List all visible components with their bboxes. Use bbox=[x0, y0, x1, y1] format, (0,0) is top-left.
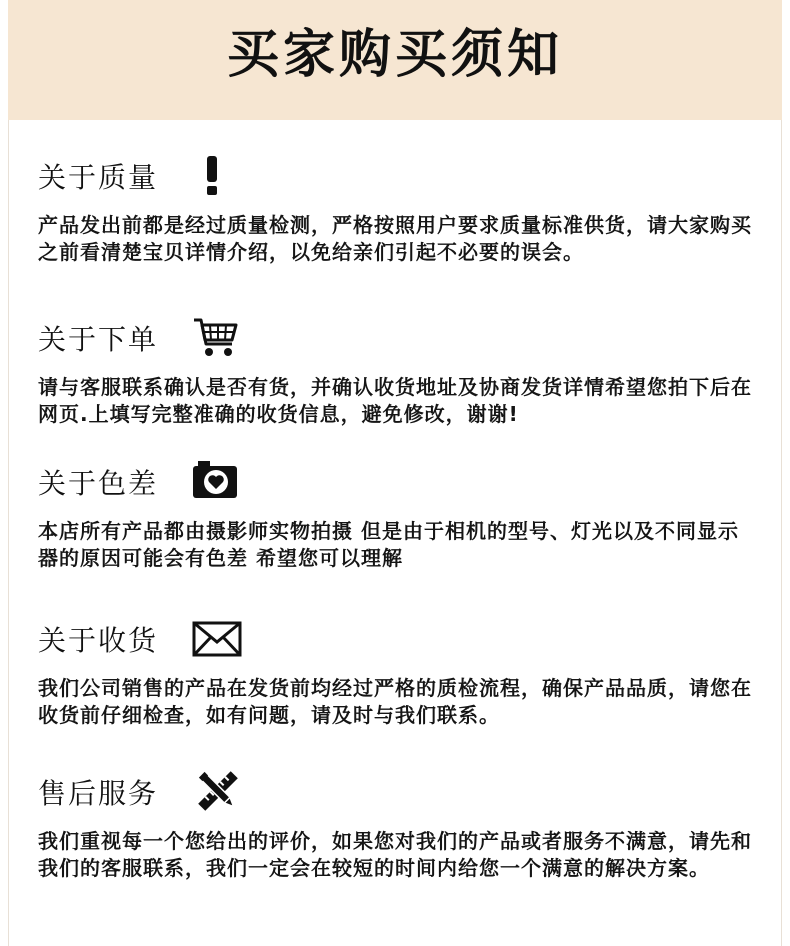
exclamation-icon bbox=[188, 150, 238, 200]
section-heading: 关于质量 bbox=[38, 161, 159, 194]
section-color-difference bbox=[38, 456, 758, 572]
section-after-sales bbox=[38, 766, 758, 882]
section-text: 我们公司销售的产品在发货前均经过严格的质检流程，确保产品品质，请您在收货前仔细检查，如有问题，请及时与我们联系。 bbox=[38, 676, 752, 727]
section-text: 我们重视每一个您给出的评价，如果您对我们的产品或者服务不满意，请先和我们的客服联系，我们一定会在较短的时间内给您一个满意的解决方案。 bbox=[38, 829, 752, 880]
section-text: 产品发出前都是经过质量检测，严格按照用户要求质量标准供货，请大家购买之前看清楚宝贝详情介绍，以免给亲们引起不必要的误会。 bbox=[38, 213, 752, 264]
header-banner bbox=[8, 0, 782, 120]
camera-heart-icon bbox=[190, 456, 240, 506]
section-heading: 关于色差 bbox=[38, 467, 159, 500]
section-heading-row bbox=[38, 766, 758, 820]
section-heading: 售后服务 bbox=[38, 777, 159, 810]
section-heading: 关于下单 bbox=[38, 323, 159, 356]
section-heading-row bbox=[38, 312, 758, 366]
section-heading: 关于收货 bbox=[38, 624, 159, 657]
shopping-cart-icon bbox=[190, 312, 240, 362]
page-title: 买家购买须知 bbox=[226, 25, 563, 85]
section-receiving bbox=[38, 613, 758, 729]
section-heading-row bbox=[38, 613, 758, 667]
section-heading-row bbox=[38, 150, 758, 204]
section-text: 请与客服联系确认是否有货，并确认收货地址及协商发货详情希望您拍下后在网页.上填写完整准确的收货信息，避免修改，谢谢! bbox=[38, 375, 752, 426]
section-text: 本店所有产品都由摄影师实物拍摄 但是由于相机的型号、灯光以及不同显示器的原因可能会有色差 希望您可以理解 bbox=[38, 519, 739, 570]
section-quality bbox=[38, 150, 758, 266]
section-ordering bbox=[38, 312, 758, 428]
pencil-ruler-icon bbox=[193, 766, 243, 816]
section-heading-row bbox=[38, 456, 758, 510]
envelope-icon bbox=[191, 613, 241, 663]
